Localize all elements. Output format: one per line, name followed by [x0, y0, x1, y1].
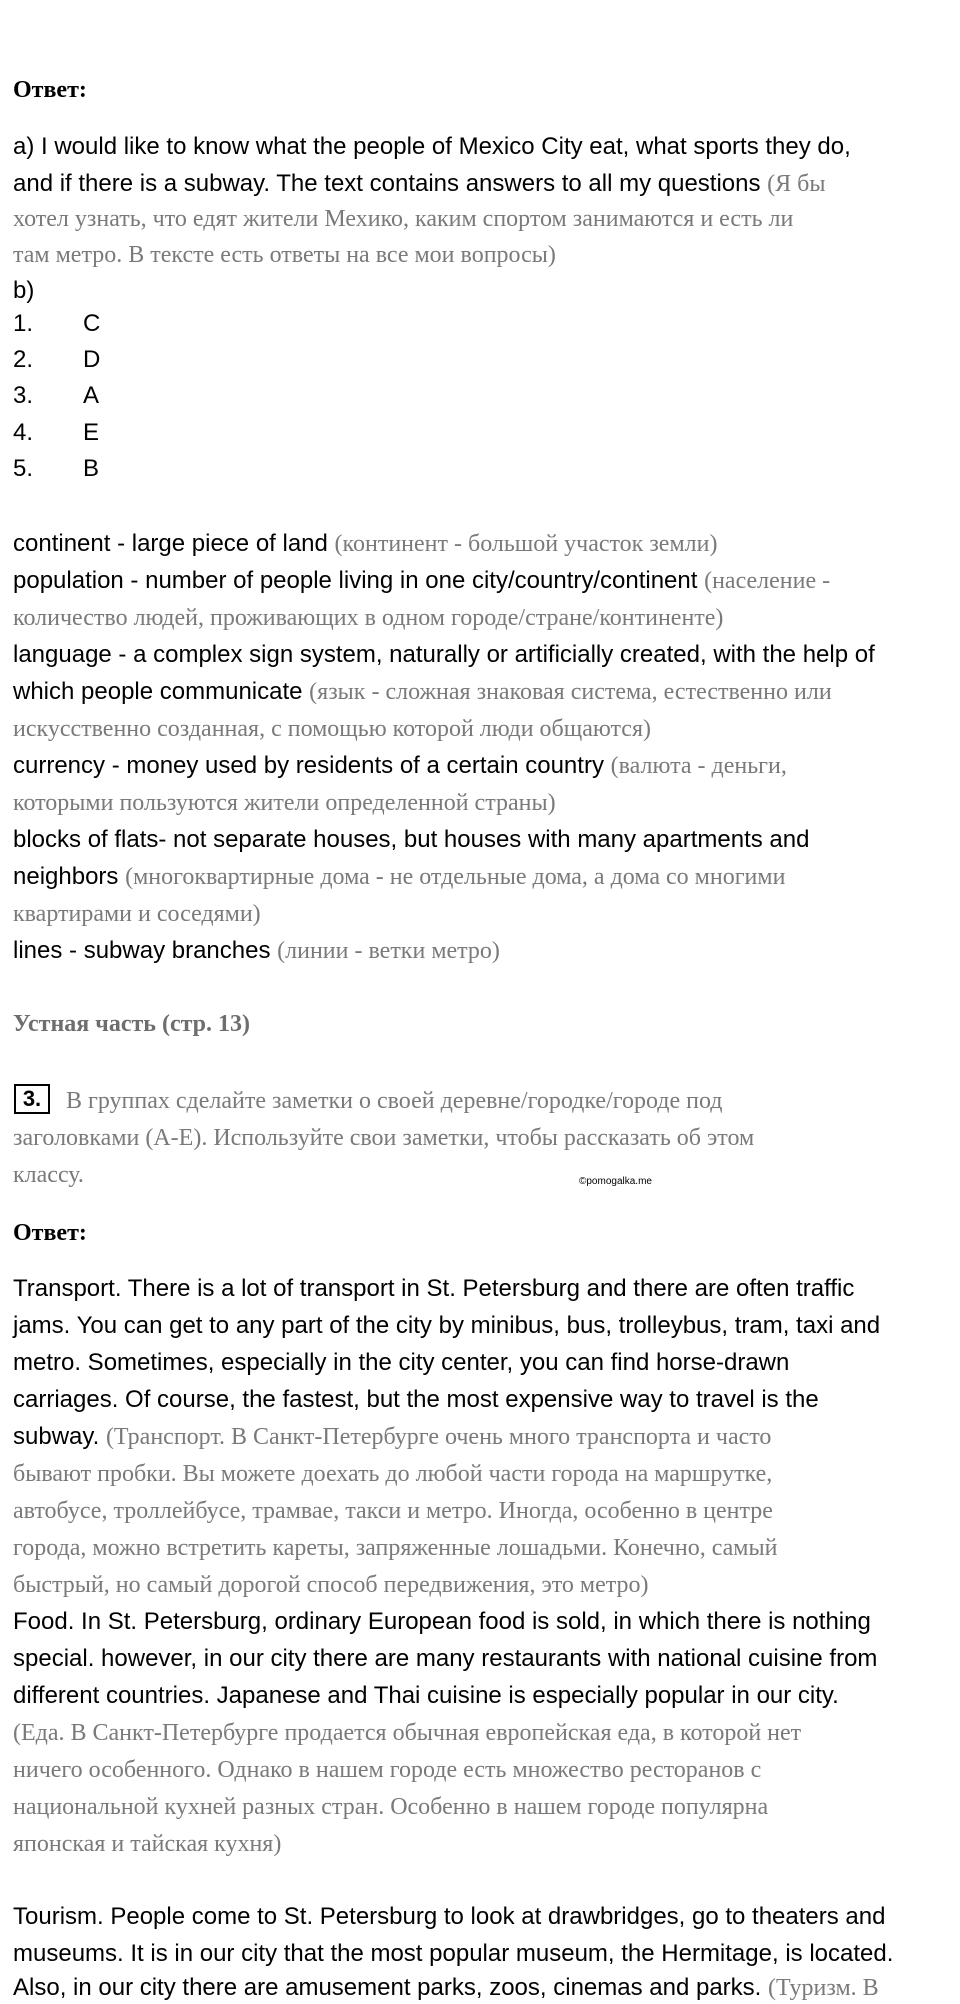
vocab-line: искусственно созданная, с помощью которой люди общаются): [13, 716, 651, 742]
answer-a-line: хотел узнать, что едят жители Мехико, каким спортом занимаются и есть ли: [13, 206, 794, 232]
answer-text-line: национальной кухней разных стран. Особенно в нашем городе популярна: [13, 1794, 769, 1820]
answer-a-line: and if there is a subway. The text contains answers to all my questions (Я бы: [13, 170, 826, 197]
vocab-line: continent - large piece of land (континент - большой участок земли): [13, 530, 718, 557]
answer-text-line: Food. In St. Petersburg, ordinary European food is sold, in which there is nothing: [13, 1608, 871, 1635]
list-item: 3. A: [13, 382, 100, 409]
answer-text-line: Transport. There is a lot of transport in St. Petersburg and there are often traffic: [13, 1275, 855, 1302]
answer-a-line: там метро. В тексте есть ответы на все мои вопросы): [13, 242, 556, 268]
answer-text-line: special. however, in our city there are many restaurants with national cuisine from: [13, 1645, 878, 1672]
task-text-line: В группах сделайте заметки о своей деревне/городке/городе под: [66, 1088, 723, 1114]
answer-text-line: carriages. Of course, the fastest, but the most expensive way to travel is the: [13, 1386, 819, 1413]
answer-text-line: (Еда. В Санкт-Петербурге продается обычная европейская еда, в которой нет: [13, 1720, 802, 1746]
vocab-line: которыми пользуются жители определенной страны): [13, 790, 556, 816]
answer-text-line: быстрый, но самый дорогой способ передвижения, это метро): [13, 1572, 649, 1598]
answer-b-label: b): [13, 277, 35, 304]
tourism-line: museums. It is in our city that the most popular museum, the Hermitage, is located.: [13, 1940, 894, 1967]
tourism-line: Also, in our city there are amusement parks, zoos, cinemas and parks. (Туризм. В: [13, 1974, 879, 2001]
list-item: 4. E: [13, 419, 100, 446]
answer-text-line: jams. You can get to any part of the city by minibus, bus, trolleybus, tram, taxi and: [13, 1312, 881, 1339]
answer-text-line: metro. Sometimes, especially in the city center, you can find horse-drawn: [13, 1349, 790, 1376]
answer-a-line: a) I would like to know what the people of Mexico City eat, what sports they do,: [13, 133, 851, 160]
answer-text-line: different countries. Japanese and Thai cuisine is especially popular in our city.: [13, 1682, 839, 1709]
watermark: ©pomogalka.me: [579, 1176, 652, 1187]
vocab-line: количество людей, проживающих в одном городе/стране/континенте): [13, 605, 724, 631]
answer-heading: Ответ:: [13, 1220, 87, 1246]
vocab-line: language - a complex sign system, naturally or artificially created, with the help of: [13, 641, 875, 668]
vocab-line: population - number of people living in one city/country/continent (население -: [13, 567, 831, 594]
answer-heading: Ответ:: [13, 77, 87, 103]
list-item: 2. D: [13, 346, 101, 373]
list-item: 1. C: [13, 310, 101, 337]
answer-text-line: автобусе, троллейбусе, трамвае, такси и метро. Иногда, особенно в центре: [13, 1498, 773, 1524]
vocab-line: квартирами и соседями): [13, 901, 261, 927]
answer-text-line: бывают пробки. Вы можете доехать до любой части города на маршрутке,: [13, 1461, 773, 1487]
task-number-box: 3.: [14, 1084, 50, 1114]
vocab-line: blocks of flats- not separate houses, but houses with many apartments and: [13, 826, 810, 853]
vocab-line: currency - money used by residents of a certain country (валюта - деньги,: [13, 752, 787, 779]
oral-part-heading: Устная часть (стр. 13): [13, 1011, 251, 1037]
vocab-line: which people communicate (язык - сложная знаковая система, естественно или: [13, 678, 832, 705]
task-text-line: заголовками (A-E). Используйте свои заметки, чтобы рассказать об этом: [13, 1125, 755, 1151]
list-item: 5. B: [13, 455, 100, 482]
tourism-line: Tourism. People come to St. Petersburg to look at drawbridges, go to theaters and: [13, 1903, 886, 1930]
vocab-line: neighbors (многоквартирные дома - не отдельные дома, а дома со многими: [13, 863, 786, 890]
vocab-line: lines - subway branches (линии - ветки метро): [13, 937, 500, 964]
answer-text-line: города, можно встретить кареты, запряженные лошадьми. Конечно, самый: [13, 1535, 778, 1561]
task-text-line: классу.: [13, 1162, 84, 1188]
answer-text-line: subway. (Транспорт. В Санкт-Петербурге очень много транспорта и часто: [13, 1423, 772, 1450]
answer-text-line: японская и тайская кухня): [13, 1831, 282, 1857]
answer-text-line: ничего особенного. Однако в нашем городе есть множество ресторанов с: [13, 1757, 762, 1783]
